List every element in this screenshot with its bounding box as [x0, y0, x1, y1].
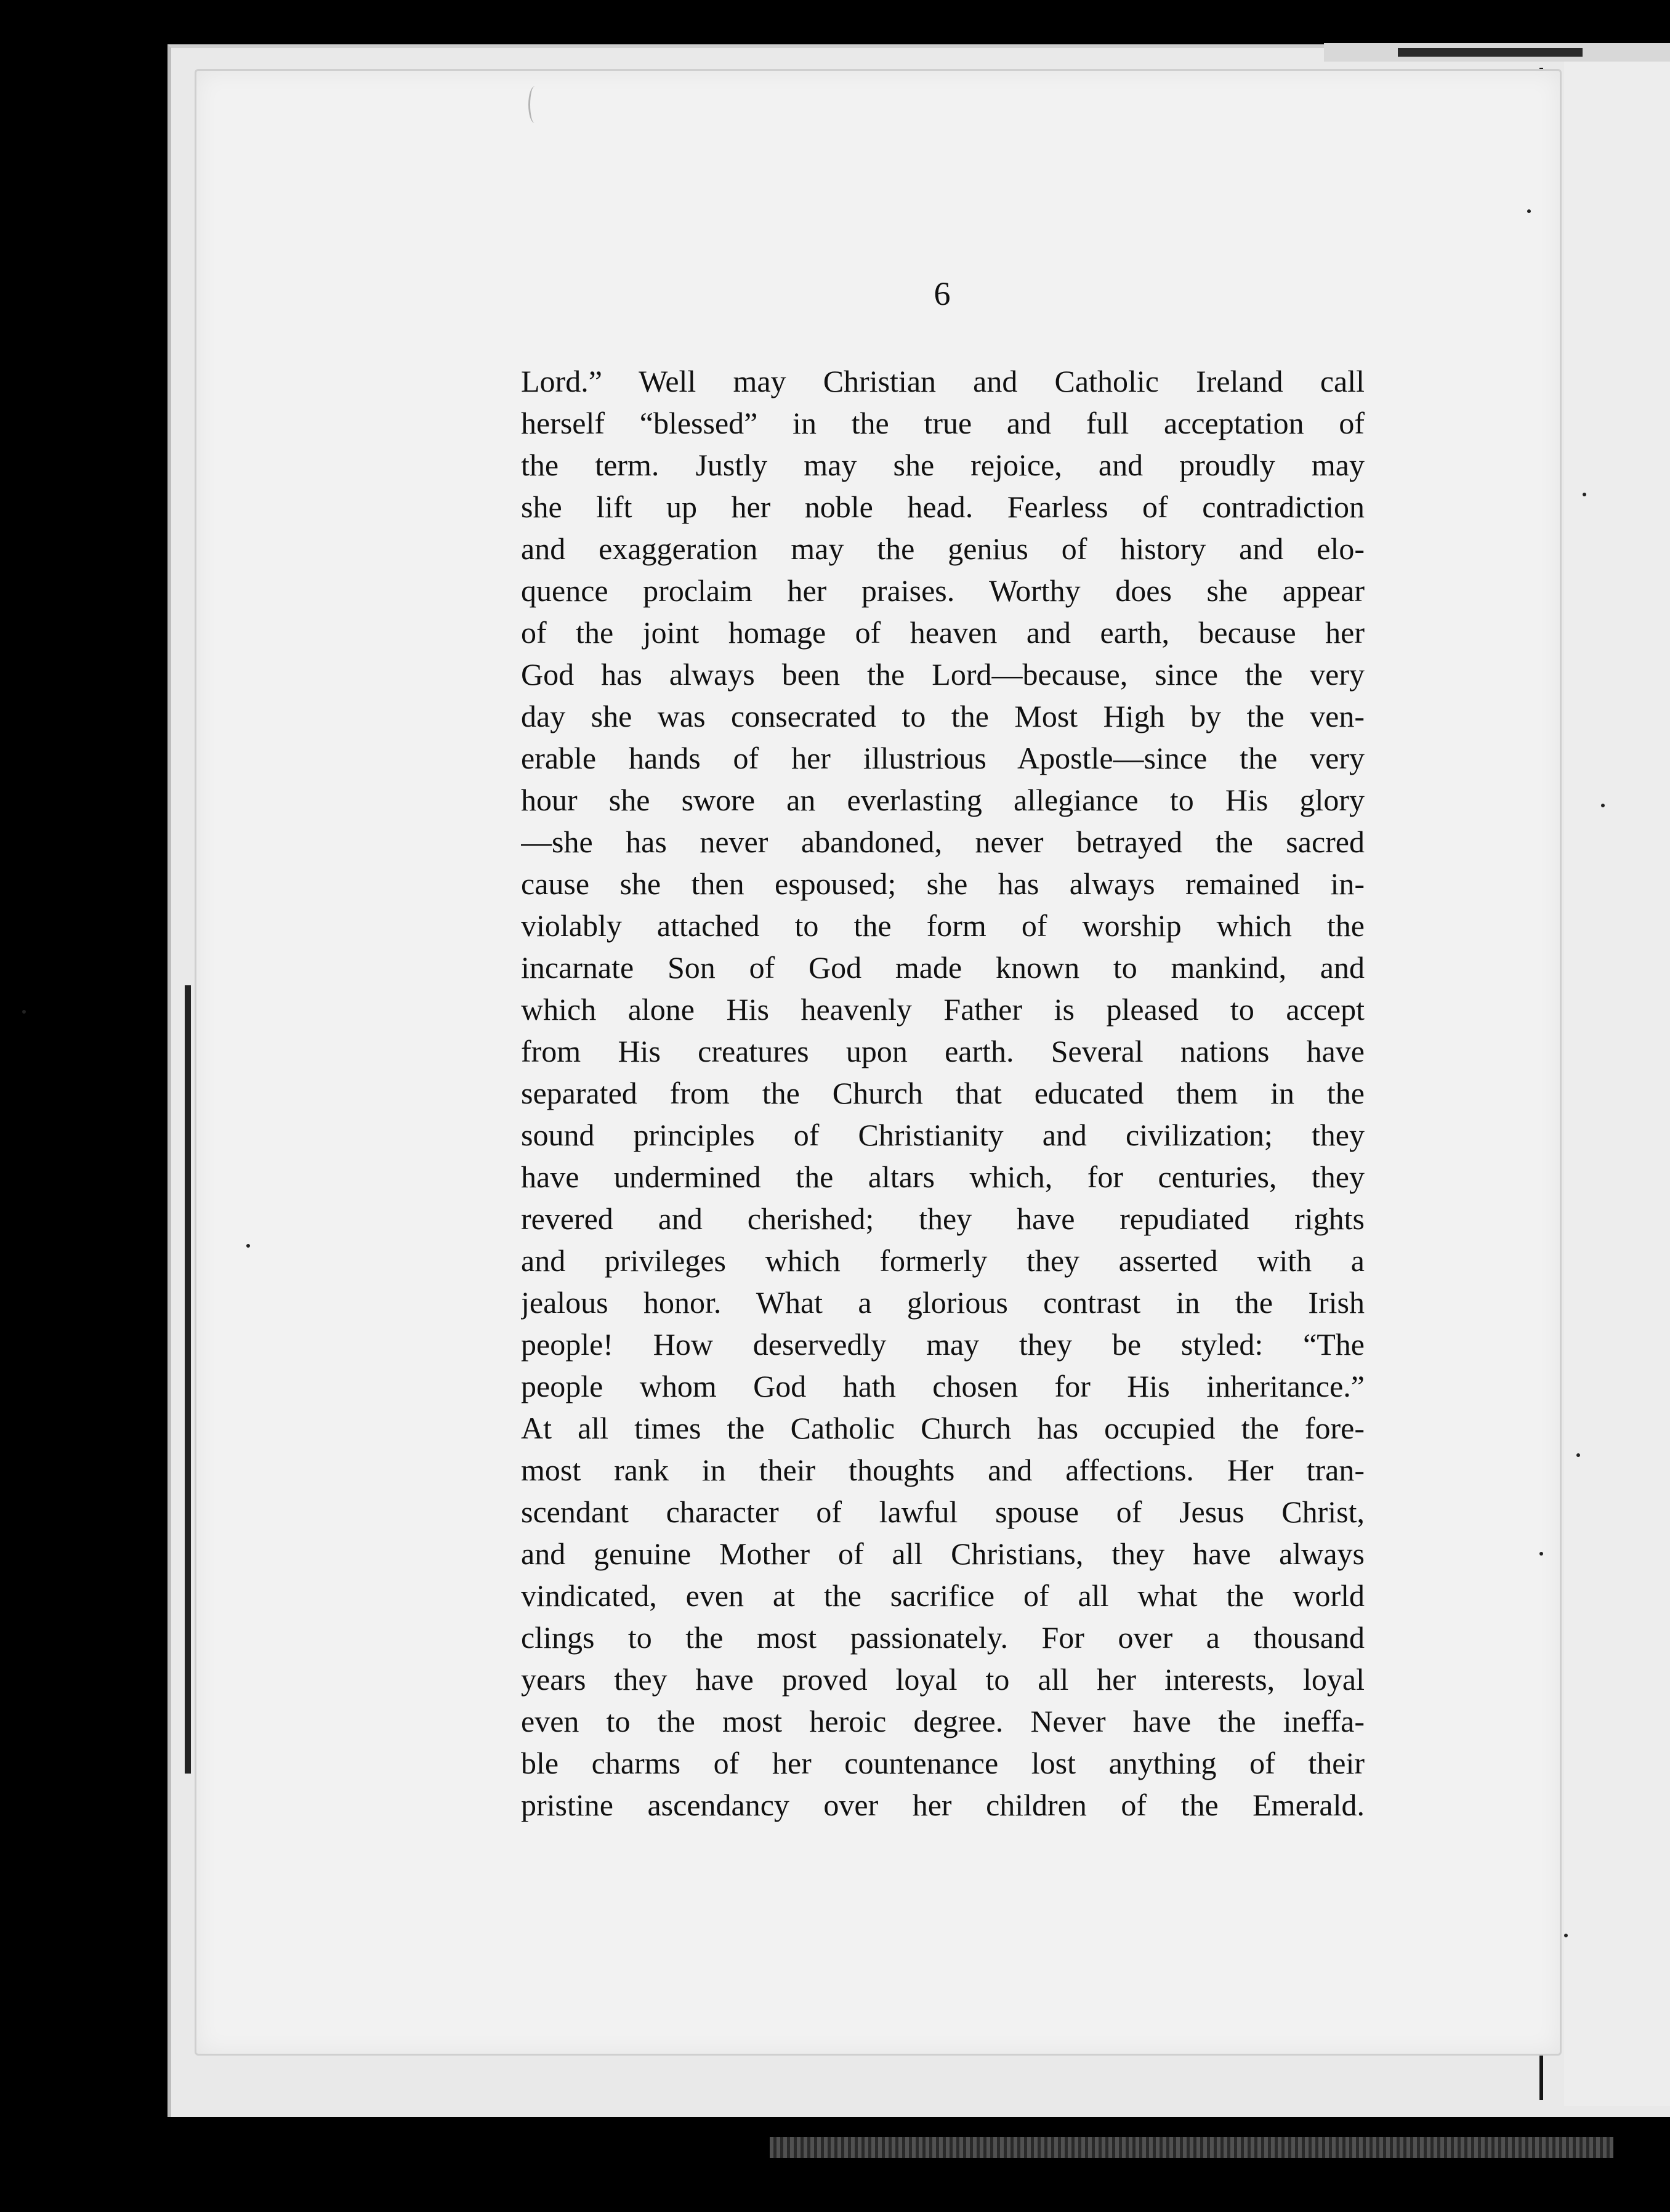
text-line: have undermined the altars which, for centuries, they [521, 1160, 1365, 1194]
speck [22, 1010, 26, 1014]
text-line: pristine ascendancy over her children of the Emerald. [521, 1788, 1365, 1822]
text-line: day she was consecrated to the Most High by the ven- [521, 699, 1365, 733]
text-line: ble charms of her countenance lost anything of their [521, 1746, 1365, 1780]
text-line: people! How deservedly may they be styled: “The [521, 1327, 1365, 1362]
text-line: scendant character of lawful spouse of Jesus Christ, [521, 1495, 1365, 1529]
speck [1576, 1453, 1580, 1457]
text-line: she lift up her noble head. Fearless of contradiction [521, 490, 1365, 524]
text-line: people whom God hath chosen for His inheritance.” [521, 1369, 1365, 1403]
speck [1527, 209, 1531, 213]
text-line: most rank in their thoughts and affections. Her tran- [521, 1453, 1365, 1487]
text-line: from His creatures upon earth. Several nations have [521, 1034, 1365, 1068]
text-line: hour she swore an everlasting allegiance to His glory [521, 783, 1365, 817]
text-line: and genuine Mother of all Christians, they have always [521, 1536, 1365, 1571]
text-line: even to the most heroic degree. Never have the ineffa- [521, 1704, 1365, 1738]
text-line: and privileges which formerly they asserted with a [521, 1243, 1365, 1278]
text-line: years they have proved loyal to all her interests, loyal [521, 1662, 1365, 1697]
text-line: —she has never abandoned, never betrayed the sacred [521, 825, 1365, 859]
text-line: of the joint homage of heaven and earth, because her [521, 615, 1365, 650]
text-line: herself “blessed” in the true and full acceptation of [521, 406, 1365, 440]
speck [1539, 1552, 1543, 1556]
speck [1583, 493, 1586, 496]
text-line: erable hands of her illustrious Apostle—since the very [521, 741, 1365, 775]
top-edge-shadow [1398, 48, 1583, 57]
speck [1601, 804, 1605, 807]
left-edge-shadow [185, 985, 191, 1774]
text-line: vindicated, even at the sacrifice of all what the world [521, 1578, 1365, 1613]
text-line: the term. Justly may she rejoice, and proudly may [521, 448, 1365, 482]
text-line: incarnate Son of God made known to mankind, and [521, 950, 1365, 985]
top-edge-strip [1324, 43, 1670, 62]
text-line: violably attached to the form of worship which the [521, 908, 1365, 943]
text-line: cause she then espoused; she has always remained in- [521, 866, 1365, 901]
speck [246, 1244, 250, 1248]
text-line: and exaggeration may the genius of history and elo- [521, 531, 1365, 566]
text-line: God has always been the Lord—because, since the very [521, 657, 1365, 692]
body-text [521, 360, 1365, 1826]
text-line: revered and cherished; they have repudiated rights [521, 1201, 1365, 1236]
page-number: 6 [934, 275, 951, 312]
text-line: separated from the Church that educated them in the [521, 1076, 1365, 1110]
text-line: quence proclaim her praises. Worthy does she appear [521, 573, 1365, 608]
text-line: clings to the most passionately. For over a thousand [521, 1620, 1365, 1655]
pencil-mark [528, 86, 541, 123]
text-line: At all times the Catholic Church has occupied the fore- [521, 1411, 1365, 1445]
bottom-edge-strip [770, 2137, 1613, 2158]
speck [1564, 1934, 1568, 1937]
text-line: jealous honor. What a glorious contrast in the Irish [521, 1285, 1365, 1320]
facing-page-edge [1564, 62, 1670, 2106]
text-line: Lord.” Well may Christian and Catholic Ireland call [521, 364, 1365, 398]
text-line: sound principles of Christianity and civilization; they [521, 1118, 1365, 1152]
text-line: which alone His heavenly Father is pleased to accept [521, 992, 1365, 1027]
